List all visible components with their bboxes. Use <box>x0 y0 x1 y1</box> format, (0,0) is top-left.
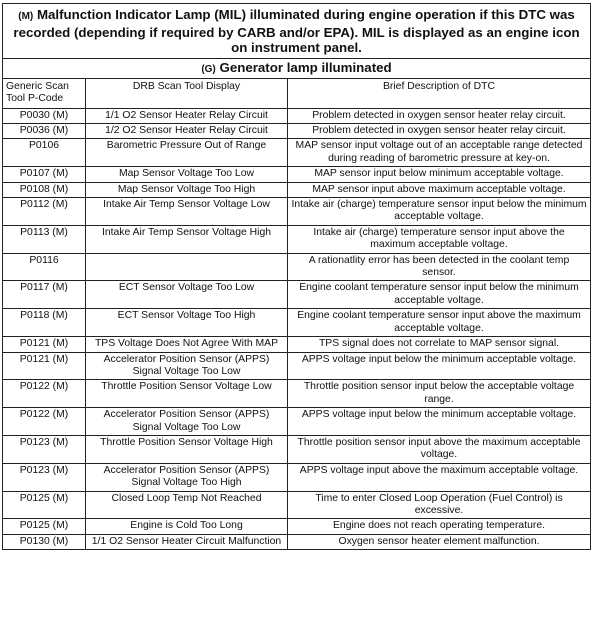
drb-display-cell: Map Sensor Voltage Too Low <box>86 167 288 182</box>
drb-display-cell: Accelerator Position Sensor (APPS) Signal Voltage Too Low <box>86 352 288 380</box>
column-header-description: Brief Description of DTC <box>288 78 591 108</box>
dtc-code-cell: P0108 (M) <box>3 182 86 197</box>
drb-display-cell: Intake Air Temp Sensor Voltage High <box>86 225 288 253</box>
drb-display-cell: ECT Sensor Voltage Too High <box>86 309 288 337</box>
dtc-code-cell: P0123 (M) <box>3 435 86 463</box>
table-header-row <box>3 78 591 108</box>
table-row <box>3 408 591 436</box>
dtc-description-cell: APPS voltage input above the maximum acceptable voltage. <box>288 463 591 491</box>
table-row <box>3 337 591 352</box>
dtc-description-cell: Oxygen sensor heater element malfunction. <box>288 534 591 549</box>
dtc-description-cell: TPS signal does not correlate to MAP sensor signal. <box>288 337 591 352</box>
dtc-document <box>2 3 590 550</box>
column-header-drb-display: DRB Scan Tool Display <box>86 78 288 108</box>
dtc-description-cell: Throttle position sensor input above the maximum acceptable voltage. <box>288 435 591 463</box>
table-row <box>3 309 591 337</box>
dtc-description-cell: APPS voltage input below the minimum acceptable voltage. <box>288 352 591 380</box>
table-row <box>3 108 591 123</box>
dtc-description-cell: MAP sensor input voltage out of an acceptable range detected during reading of barometric pressure at key-on. <box>288 139 591 167</box>
drb-display-cell: Intake Air Temp Sensor Voltage Low <box>86 198 288 226</box>
drb-display-cell: 1/1 O2 Sensor Heater Relay Circuit <box>86 108 288 123</box>
dtc-description-cell: Intake air (charge) temperature sensor input above the maximum acceptable voltage. <box>288 225 591 253</box>
table-row <box>3 352 591 380</box>
dtc-description-cell: Problem detected in oxygen sensor heater relay circuit. <box>288 108 591 123</box>
mil-note-row <box>3 4 591 59</box>
table-row <box>3 139 591 167</box>
drb-display-cell: Accelerator Position Sensor (APPS) Signal Voltage Too High <box>86 463 288 491</box>
dtc-code-cell: P0030 (M) <box>3 108 86 123</box>
dtc-description-cell: Engine coolant temperature sensor input above the maximum acceptable voltage. <box>288 309 591 337</box>
dtc-description-cell: Throttle position sensor input below the acceptable voltage range. <box>288 380 591 408</box>
dtc-code-cell: P0125 (M) <box>3 519 86 534</box>
drb-display-cell: 1/1 O2 Sensor Heater Circuit Malfunction <box>86 534 288 549</box>
table-row <box>3 253 591 281</box>
dtc-description-cell: MAP sensor input below minimum acceptable voltage. <box>288 167 591 182</box>
mil-note <box>3 4 591 59</box>
generator-note-text: Generator lamp illuminated <box>219 59 392 75</box>
dtc-code-cell: P0123 (M) <box>3 463 86 491</box>
dtc-code-cell: P0130 (M) <box>3 534 86 549</box>
drb-display-cell: Accelerator Position Sensor (APPS) Signal Voltage Too Low <box>86 408 288 436</box>
dtc-code-cell: P0036 (M) <box>3 124 86 139</box>
table-row <box>3 534 591 549</box>
dtc-description-cell: A rationatlity error has been detected in the coolant temp sensor. <box>288 253 591 281</box>
table-row <box>3 519 591 534</box>
dtc-description-cell: APPS voltage input below the minimum acceptable voltage. <box>288 408 591 436</box>
dtc-description-cell: Time to enter Closed Loop Operation (Fuel Control) is excessive. <box>288 491 591 519</box>
drb-display-cell: Map Sensor Voltage Too High <box>86 182 288 197</box>
generator-note <box>3 58 591 78</box>
drb-display-cell: Throttle Position Sensor Voltage Low <box>86 380 288 408</box>
dtc-description-cell: Problem detected in oxygen sensor heater relay circuit. <box>288 124 591 139</box>
dtc-description-cell: Intake air (charge) temperature sensor input below the minimum acceptable voltage. <box>288 198 591 226</box>
dtc-code-cell: P0118 (M) <box>3 309 86 337</box>
table-row <box>3 167 591 182</box>
dtc-code-cell: P0113 (M) <box>3 225 86 253</box>
dtc-description-cell: Engine coolant temperature sensor input below the minimum acceptable voltage. <box>288 281 591 309</box>
drb-display-cell: Barometric Pressure Out of Range <box>86 139 288 167</box>
drb-display-cell: Engine is Cold Too Long <box>86 519 288 534</box>
drb-display-cell: Closed Loop Temp Not Reached <box>86 491 288 519</box>
drb-display-cell <box>86 253 288 281</box>
drb-display-cell: Throttle Position Sensor Voltage High <box>86 435 288 463</box>
column-header-p-code: Generic Scan Tool P-Code <box>3 78 86 108</box>
dtc-code-cell: P0106 <box>3 139 86 167</box>
dtc-code-cell: P0122 (M) <box>3 408 86 436</box>
dtc-code-cell: P0107 (M) <box>3 167 86 182</box>
drb-display-cell: 1/2 O2 Sensor Heater Relay Circuit <box>86 124 288 139</box>
dtc-code-cell: P0125 (M) <box>3 491 86 519</box>
table-row <box>3 435 591 463</box>
table-row <box>3 225 591 253</box>
drb-display-cell: ECT Sensor Voltage Too Low <box>86 281 288 309</box>
table-row <box>3 281 591 309</box>
dtc-code-cell: P0121 (M) <box>3 337 86 352</box>
dtc-code-cell: P0121 (M) <box>3 352 86 380</box>
table-row <box>3 463 591 491</box>
dtc-table <box>2 3 591 550</box>
dtc-code-cell: P0117 (M) <box>3 281 86 309</box>
mil-note-text: Malfunction Indicator Lamp (MIL) illuminated during engine operation if this DTC was recorded (depending if required by CARB and/or EPA). MIL is displayed as an engine icon on instrument panel. <box>13 7 580 56</box>
dtc-description-cell: Engine does not reach operating temperature. <box>288 519 591 534</box>
table-row <box>3 124 591 139</box>
table-row <box>3 182 591 197</box>
dtc-code-cell: P0116 <box>3 253 86 281</box>
table-row <box>3 198 591 226</box>
mil-note-tag: (M) <box>18 11 34 22</box>
dtc-code-cell: P0112 (M) <box>3 198 86 226</box>
dtc-description-cell: MAP sensor input above maximum acceptable voltage. <box>288 182 591 197</box>
generator-note-row <box>3 58 591 78</box>
table-row <box>3 491 591 519</box>
generator-note-tag: (G) <box>201 63 216 75</box>
drb-display-cell: TPS Voltage Does Not Agree With MAP <box>86 337 288 352</box>
table-row <box>3 380 591 408</box>
dtc-code-cell: P0122 (M) <box>3 380 86 408</box>
